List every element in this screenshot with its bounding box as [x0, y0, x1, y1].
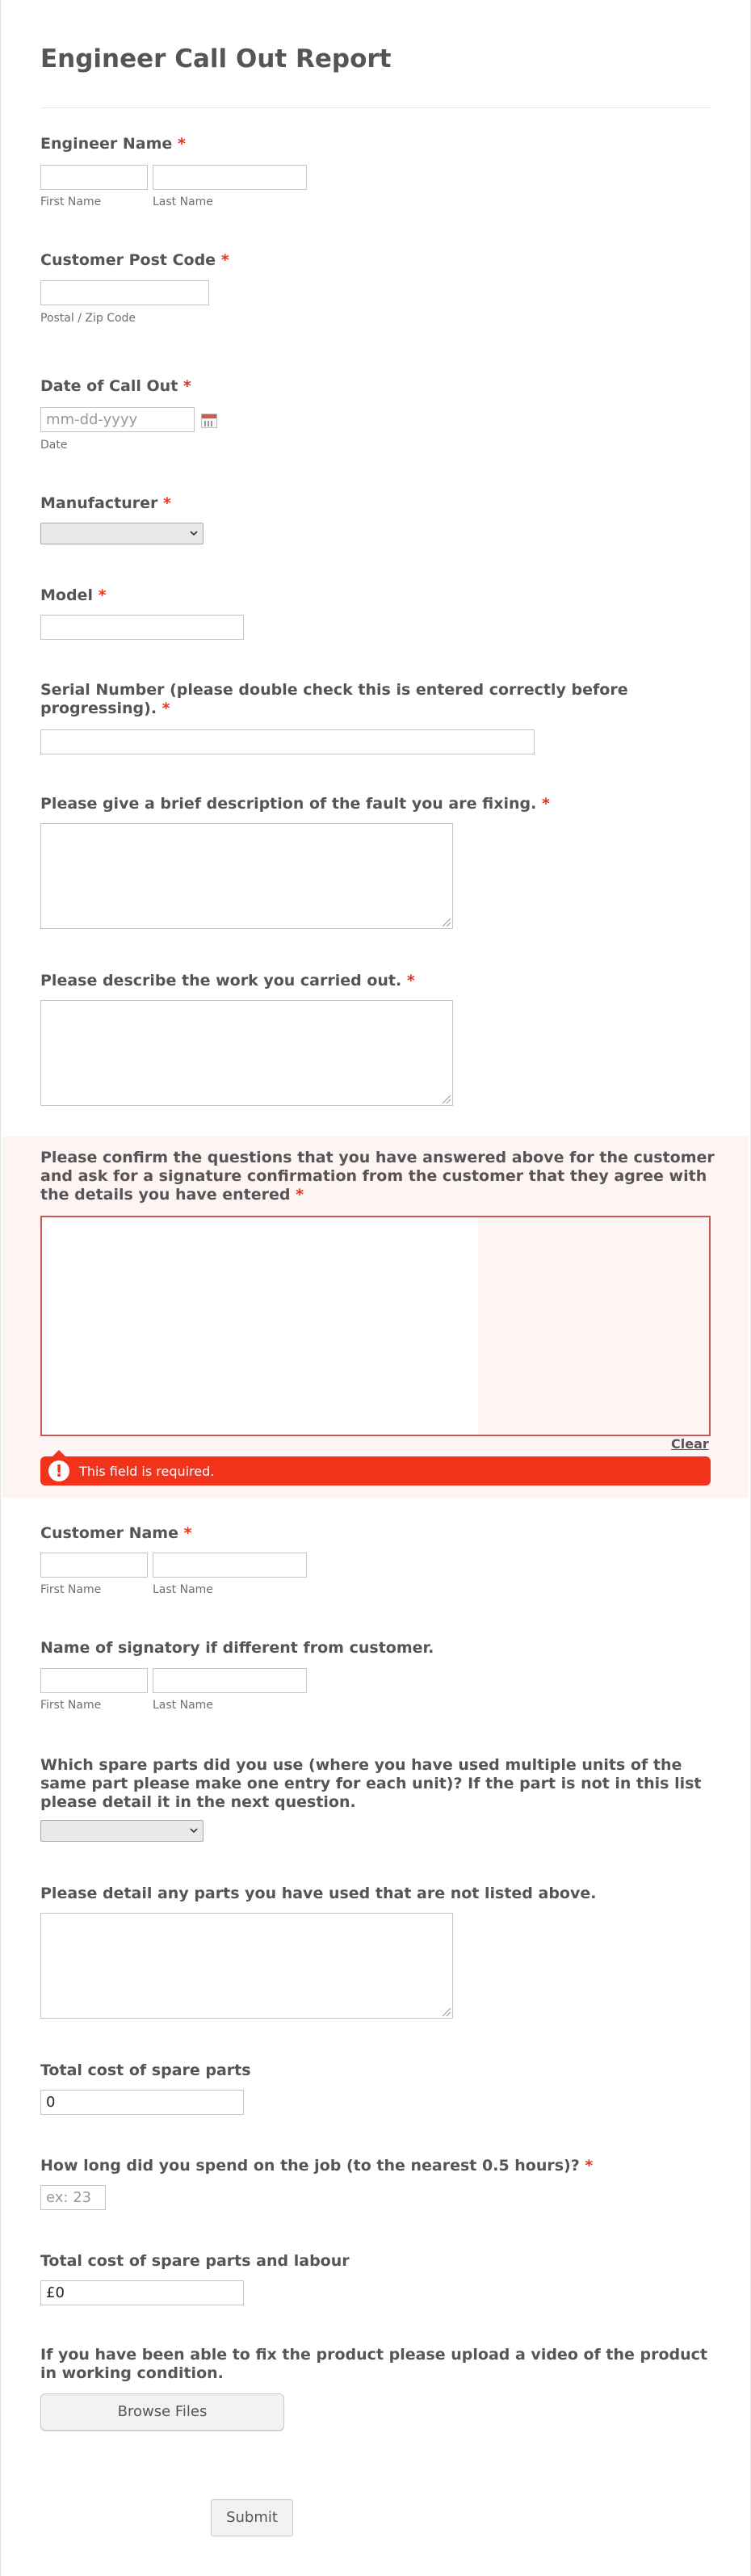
signature-canvas[interactable]: [42, 1217, 478, 1435]
parts-cost-input[interactable]: 0: [40, 2090, 244, 2115]
call-date-placeholder: mm-dd-yyyy: [46, 411, 138, 428]
customer-first-name-input[interactable]: [40, 1553, 148, 1578]
call-date-input[interactable]: [40, 407, 195, 432]
signature-pad[interactable]: [40, 1216, 711, 1436]
manufacturer-select[interactable]: [40, 523, 203, 544]
required-marker: *: [183, 1524, 192, 1542]
video-label: [40, 2346, 707, 2383]
signatory-last-name-sublabel: Last Name: [153, 1699, 213, 1712]
calendar-icon[interactable]: [201, 414, 217, 428]
required-marker: *: [183, 377, 191, 395]
total-cost-label: Total cost of spare parts and labour: [40, 2252, 350, 2270]
unlisted-parts-textarea[interactable]: [40, 1913, 453, 2019]
customer-last-name-sublabel: Last Name: [153, 1583, 213, 1596]
engineer-first-name-input[interactable]: [40, 165, 148, 190]
signature-label-line2: and ask for a signature confirmation from the customer that they agree with: [40, 1167, 707, 1185]
post-code-input[interactable]: [40, 280, 209, 305]
required-marker: *: [162, 700, 170, 717]
signature-label: [40, 1149, 715, 1204]
required-marker: *: [177, 135, 186, 153]
serial-label-line2: progressing).: [40, 700, 157, 717]
required-marker: *: [296, 1186, 304, 1204]
serial-input[interactable]: [40, 729, 535, 754]
signature-label-line1: Please confirm the questions that you have answered above for the customer: [40, 1149, 715, 1166]
chevron-down-icon: [190, 528, 198, 538]
spare-parts-label-line3: please detail it in the next question.: [40, 1793, 356, 1811]
engineer-last-name-input[interactable]: [153, 165, 307, 190]
manufacturer-label: [40, 494, 171, 513]
total-cost-input[interactable]: £0: [40, 2280, 244, 2305]
resize-handle-icon[interactable]: [443, 2008, 451, 2016]
work-label-text: Please describe the work you carried out.: [40, 972, 402, 990]
post-code-sublabel: Postal / Zip Code: [40, 312, 136, 325]
fault-textarea[interactable]: [40, 823, 453, 929]
model-label: [40, 586, 107, 605]
spare-parts-label: [40, 1756, 702, 1812]
error-icon: !: [48, 1460, 69, 1481]
engineer-first-name-sublabel: First Name: [40, 195, 102, 208]
customer-name-label: [40, 1524, 192, 1543]
hours-input[interactable]: [40, 2185, 106, 2210]
required-marker: *: [98, 586, 107, 604]
form-title: Engineer Call Out Report: [40, 44, 392, 74]
required-marker: *: [406, 972, 415, 990]
signatory-last-name-input[interactable]: [153, 1668, 307, 1693]
post-code-label: [40, 251, 229, 270]
page-border-left: [0, 0, 1, 2576]
required-marker: *: [585, 2157, 594, 2175]
customer-first-name-sublabel: First Name: [40, 1583, 102, 1596]
resize-handle-icon[interactable]: [443, 1095, 451, 1103]
video-label-line2: in working condition.: [40, 2364, 224, 2382]
customer-name-label-text: Customer Name: [40, 1524, 178, 1542]
spare-parts-label-line1: Which spare parts did you use (where you have used multiple units of the: [40, 1756, 682, 1774]
spare-parts-select[interactable]: [40, 1820, 203, 1842]
video-label-line1: If you have been able to fix the product please upload a video of the product: [40, 2346, 708, 2364]
model-label-text: Model: [40, 586, 93, 604]
unlisted-parts-label: Please detail any parts you have used that are not listed above.: [40, 1885, 597, 1902]
customer-last-name-input[interactable]: [153, 1553, 307, 1578]
call-date-label-text: Date of Call Out: [40, 377, 178, 395]
spare-parts-label-line2: same part please make one entry for each unit)? If the part is not in this list: [40, 1775, 702, 1792]
signature-error-message: [40, 1456, 711, 1486]
fault-label-text: Please give a brief description of the fault you are fixing.: [40, 795, 537, 813]
call-date-label: [40, 377, 191, 396]
fault-label: [40, 795, 550, 813]
serial-label: [40, 681, 628, 718]
parts-cost-label: Total cost of spare parts: [40, 2061, 251, 2079]
resize-handle-icon[interactable]: [443, 918, 451, 927]
required-marker: *: [163, 494, 171, 512]
signature-label-line3: the details you have entered: [40, 1186, 291, 1204]
work-label: [40, 972, 415, 990]
browse-files-button[interactable]: Browse Files: [40, 2393, 284, 2431]
hours-label-text: How long did you spend on the job (to the nearest 0.5 hours)?: [40, 2157, 580, 2175]
signatory-first-name-sublabel: First Name: [40, 1699, 102, 1712]
submit-button[interactable]: Submit: [211, 2499, 293, 2536]
engineer-last-name-sublabel: Last Name: [153, 195, 213, 208]
required-marker: *: [541, 795, 550, 813]
signatory-label: Name of signatory if different from customer.: [40, 1639, 434, 1657]
hours-placeholder: ex: 23: [46, 2189, 92, 2206]
hours-label: [40, 2157, 593, 2175]
error-text: This field is required.: [79, 1464, 215, 1479]
manufacturer-label-text: Manufacturer: [40, 494, 158, 512]
required-marker: *: [220, 251, 229, 269]
chevron-down-icon: [190, 1826, 198, 1835]
title-divider: [40, 107, 711, 108]
model-input[interactable]: [40, 615, 244, 640]
serial-label-line1: Serial Number (please double check this is entered correctly before: [40, 681, 628, 699]
post-code-label-text: Customer Post Code: [40, 251, 216, 269]
signatory-first-name-input[interactable]: [40, 1668, 148, 1693]
engineer-name-label-text: Engineer Name: [40, 135, 173, 153]
engineer-name-label: [40, 135, 186, 153]
signature-clear-link[interactable]: Clear: [671, 1436, 709, 1452]
call-date-sublabel: Date: [40, 439, 68, 452]
work-textarea[interactable]: [40, 1000, 453, 1106]
